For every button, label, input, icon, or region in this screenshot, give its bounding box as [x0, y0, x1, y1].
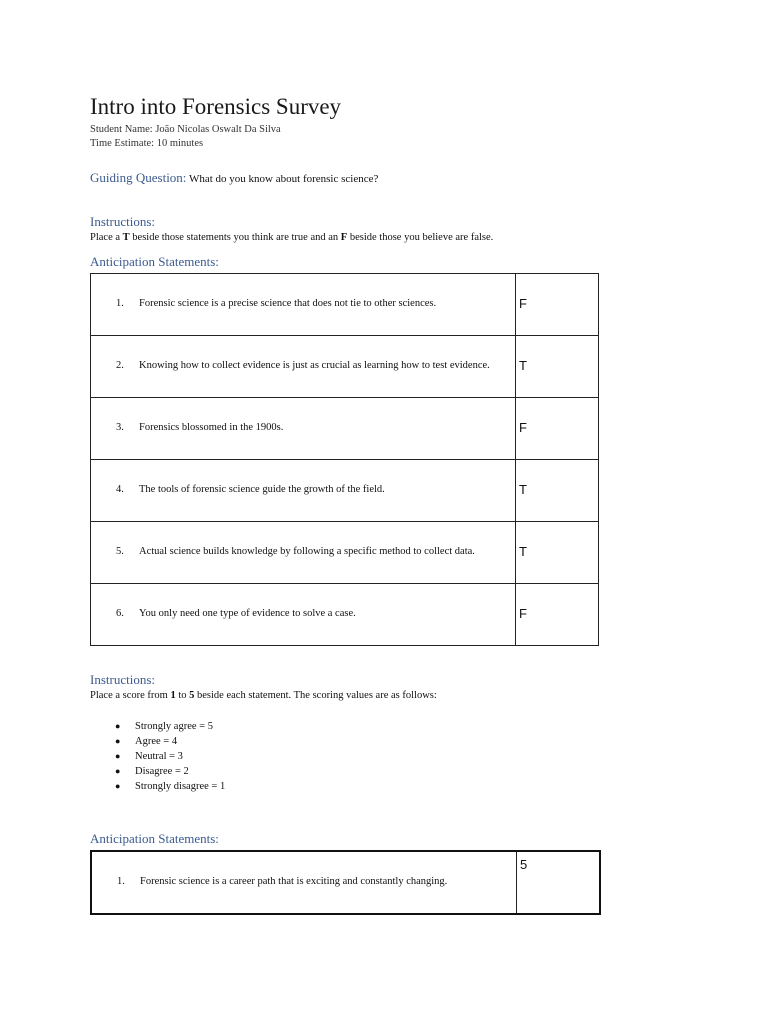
list-item [90, 779, 225, 794]
answer-cell[interactable] [516, 584, 599, 646]
table-row [91, 851, 600, 914]
answer-cell[interactable] [516, 522, 599, 584]
answer-value: F [519, 606, 527, 621]
answer-cell[interactable] [516, 398, 599, 460]
statement-cell [91, 460, 516, 522]
answer-value: F [519, 296, 527, 311]
statement-cell [91, 274, 516, 336]
statement-cell [91, 336, 516, 398]
page-title: Intro into Forensics Survey [90, 94, 342, 119]
statement-number: 2. [116, 360, 124, 371]
statement-text: Forensic science is a precise science that does not tie to other sciences. [139, 298, 437, 309]
bullet-icon: ● [115, 751, 121, 761]
answer-cell[interactable] [517, 851, 601, 914]
answer-cell[interactable] [516, 460, 599, 522]
bullet-icon: ● [115, 721, 121, 731]
student-name: Student Name: João Nicolas Oswalt Da Silva [90, 124, 281, 135]
answer-value: F [519, 420, 527, 435]
answer-cell[interactable] [516, 274, 599, 336]
answer-value: T [519, 358, 527, 373]
anticipation-heading-1: Anticipation Statements: [90, 254, 219, 269]
table-row [91, 336, 599, 398]
statement-number: 5. [116, 546, 124, 557]
table-row [91, 460, 599, 522]
table-row [91, 274, 599, 336]
score-label: Strongly agree = 5 [135, 721, 213, 732]
anticipation-heading-2: Anticipation Statements: [90, 831, 219, 846]
list-item [90, 764, 225, 779]
statement-cell [91, 398, 516, 460]
statement-number: 1. [116, 298, 124, 309]
answer-value: 5 [520, 857, 528, 872]
statement-cell [91, 584, 516, 646]
guiding-question-text: What do you know about forensic science? [188, 173, 379, 185]
score-label: Neutral = 3 [135, 751, 183, 762]
answer-cell[interactable] [516, 336, 599, 398]
guiding-question-label: Guiding Question: [90, 170, 187, 185]
statement-text: Knowing how to collect evidence is just as crucial as learning how to test evidence. [139, 360, 490, 371]
answer-value: T [519, 482, 527, 497]
statement-number: 1. [117, 876, 125, 887]
score-label: Agree = 4 [135, 736, 178, 747]
statement-cell [91, 851, 517, 914]
list-item [90, 719, 225, 734]
statements-table-2 [90, 850, 601, 915]
instructions-text-1: Place a T beside those statements you think are true and an F beside those you believe are false. [90, 232, 494, 243]
statement-number: 6. [116, 608, 124, 619]
instructions-heading-2: Instructions: [90, 672, 155, 687]
time-estimate: Time Estimate: 10 minutes [90, 138, 204, 149]
list-item [90, 734, 225, 749]
bullet-icon: ● [115, 766, 121, 776]
statement-text: Actual science builds knowledge by following a specific method to collect data. [139, 546, 475, 557]
statement-text: The tools of forensic science guide the growth of the field. [139, 484, 385, 495]
table-row [91, 584, 599, 646]
statement-text: You only need one type of evidence to solve a case. [139, 608, 356, 619]
score-label: Strongly disagree = 1 [135, 781, 226, 792]
bullet-icon: ● [115, 736, 121, 746]
instructions-text-2: Place a score from 1 to 5 beside each statement. The scoring values are as follows: [90, 690, 437, 701]
guiding-question [90, 170, 378, 187]
statements-table-1 [90, 273, 599, 646]
bullet-icon: ● [115, 781, 121, 791]
answer-value: T [519, 544, 527, 559]
score-list [90, 719, 225, 794]
statement-number: 4. [116, 484, 124, 495]
list-item [90, 749, 225, 764]
statement-number: 3. [116, 422, 124, 433]
table-row [91, 522, 599, 584]
statement-text: Forensic science is a career path that is exciting and constantly changing. [140, 876, 448, 887]
instructions-heading-1: Instructions: [90, 214, 155, 229]
score-label: Disagree = 2 [135, 766, 189, 777]
table-row [91, 398, 599, 460]
statement-cell [91, 522, 516, 584]
statement-text: Forensics blossomed in the 1900s. [139, 422, 284, 433]
